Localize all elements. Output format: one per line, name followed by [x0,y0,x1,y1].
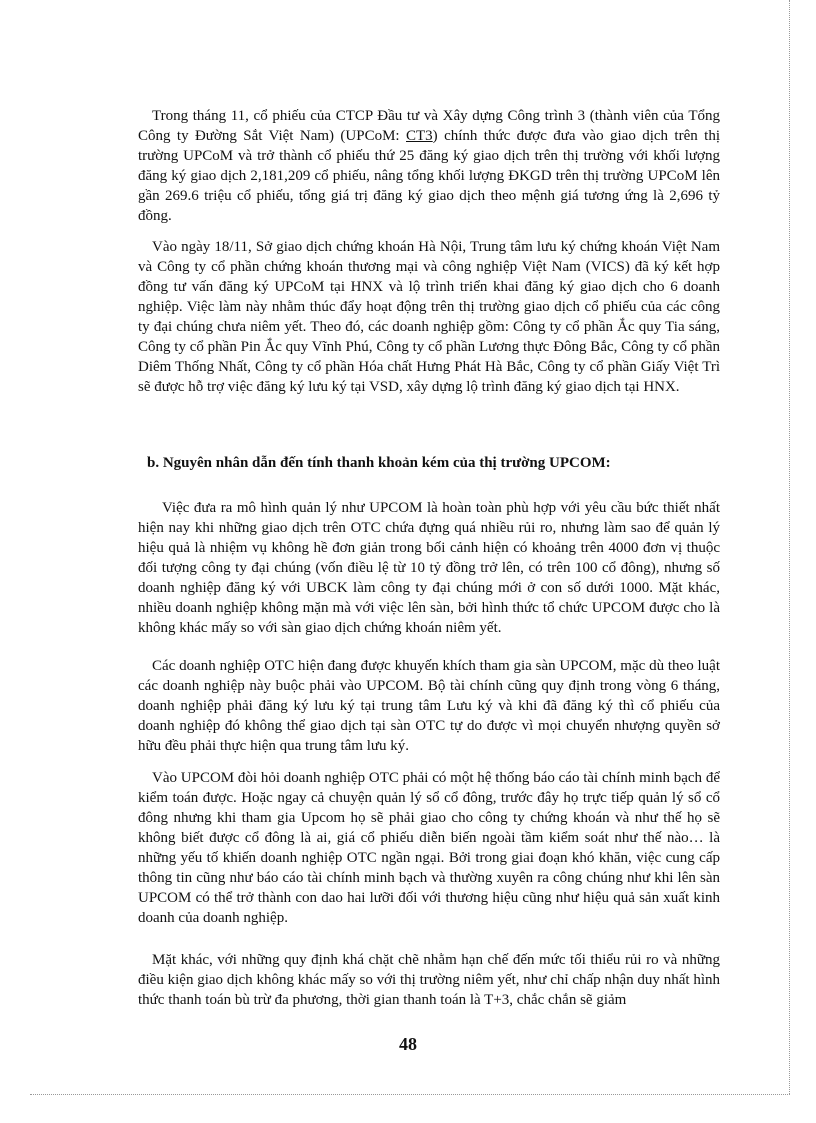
paragraph-ct3-text-before: Trong tháng 11, cổ phiếu của CTCP Đầu tư và Xây dựng Công trình 3 (thành viên của Tổng Công ty Đường Sắt Việt Nam) (UPCoM: [138,108,720,144]
ticker-ct3: CT3 [406,128,433,144]
section-heading-b: b. Nguyên nhân dẫn đến tính thanh khoản kém của thị trường UPCOM: [147,455,611,471]
page-number: 48 [399,1034,417,1054]
page-border-bottom [30,1094,790,1095]
paragraph-vics-agreement: Vào ngày 18/11, Sở giao dịch chứng khoán Hà Nội, Trung tâm lưu ký chứng khoán Việt Nam và Công ty cổ phần chứng khoán thương mại và công nghiệp Việt Nam (VICS) đã ký kết hợp đồng tư vấn đăng ký UPCoM tại HNX và lộ trình triển khai đăng ký giao dịch cho 6 doanh nghiệp. Việc làm này nhằm thúc đẩy hoạt động trên thị trường giao dịch cổ phiếu của các công ty đại chúng chưa niêm yết. Theo đó, các doanh nghiệp gồm: Công ty cổ phần Ắc quy Tia sáng, Công ty cổ phần Pin Ắc quy Vĩnh Phú, Công ty cổ phần Lương thực Đông Bắc, Công ty cổ phần Diêm Thống Nhất, Công ty cổ phần Hóa chất Hưng Phát Hà Bắc, Công ty cổ phần Giấy Việt Trì sẽ được hỗ trợ việc đăng ký lưu ký tại VSD, xây dựng lộ trình đăng ký giao dịch tại HNX. [138,239,720,395]
paragraph-ct3-listing [138,106,720,226]
paragraph-otc-encouraged: Các doanh nghiệp OTC hiện đang được khuyến khích tham gia sàn UPCOM, mặc dù theo luật các doanh nghiệp này buộc phải vào UPCOM. Bộ tài chính cũng quy định trong vòng 6 tháng, doanh nghiệp phải đăng ký lưu ký tại trung tâm Lưu ký và khi đã đăng ký thì cổ phiếu của doanh nghiệp đó không thể giao dịch tại sàn OTC tự do được vì mọi chuyển nhượng quyền sở hữu đều phải thực hiện qua trung tâm lưu ký. [138,658,720,754]
paragraph-ct3-text-after: ) chính thức được đưa vào giao dịch trên thị trường UPCoM và trở thành cổ phiếu thứ 25 đăng ký giao dịch trên thị trường với khối lượng đăng ký giao dịch 2,181,209 cổ phiếu, nâng tổng khối lượng ĐKGD trên thị trường UPCoM lên gần 269.6 triệu cổ phiếu, tổng giá trị đăng ký giao dịch theo mệnh giá tương ứng là 2,696 tỷ đồng. [138,128,720,224]
paragraph-transparency: Vào UPCOM đòi hỏi doanh nghiệp OTC phải có một hệ thống báo cáo tài chính minh bạch để kiểm toán được. Hoặc ngay cả chuyện quản lý sổ cổ đông, trước đây họ trực tiếp quản lý sổ cổ đông nhưng khi tham gia Upcom họ sẽ phải giao cho công ty chứng khoán và như thế họ sẽ không biết được cổ đông là ai, giá cổ phiếu diễn biến ngoài tầm kiểm soát như thế nào… là những yếu tố khiến doanh nghiệp OTC ngần ngại. Bởi trong giai đoạn khó khăn, việc cung cấp thông tin cũng như báo cáo tài chính minh bạch và thường xuyên ra công chúng như khi lên sàn UPCOM có thể trở thành con dao hai lưỡi đối với thương hiệu cũng như hiệu quả sản xuất kinh doanh của doanh nghiệp. [138,770,720,926]
paragraph-upcom-model: Việc đưa ra mô hình quản lý như UPCOM là hoàn toàn phù hợp với yêu cầu bức thiết nhất hiện nay khi những giao dịch trên OTC chứa đựng quá nhiều rủi ro, nhưng làm sao để quản lý hiệu quả là nhiệm vụ không hề đơn giản trong bối cảnh hiện có khoảng trên 4000 đơn vị thuộc đối tượng công ty đại chúng (vốn điều lệ từ 10 tỷ đồng trở lên, có trên 100 cổ đông), nhưng số doanh nghiệp đăng ký với UBCK làm công ty đại chúng mới ở con số dưới 1000. Mặt khác, nhiều doanh nghiệp không mặn mà với việc lên sàn, bởi hình thức tổ chức UPCOM được cho là không khác mấy so với sàn giao dịch chứng khoán niêm yết. [138,500,720,636]
page-border-right [789,0,790,1094]
paragraph-strict-rules: Mặt khác, với những quy định khá chặt chẽ nhằm hạn chế đến mức tối thiểu rủi ro và những điều kiện giao dịch không khác mấy so với thị trường niêm yết, như chỉ chấp nhận duy nhất hình thức thanh toán bù trừ đa phương, thời gian thanh toán là T+3, chắc chắn sẽ giảm [138,952,720,1008]
